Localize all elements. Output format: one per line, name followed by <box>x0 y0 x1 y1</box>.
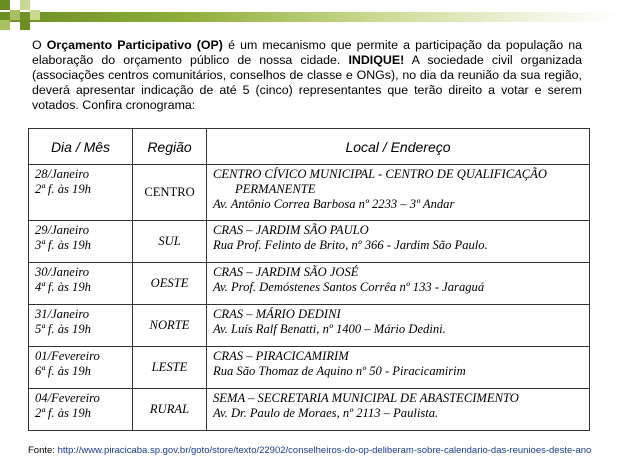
source-link[interactable]: http://www.piracicaba.sp.gov.br/goto/store/texto/22902/conselheiros-do-op-deliberam-sobre-calendario-das-reunioes-deste-ano <box>57 445 592 456</box>
place-name: CENTRO CÍVICO MUNICIPAL - CENTRO DE QUALIFICAÇÃO <box>213 167 547 181</box>
place-cell <box>207 389 590 431</box>
date-day: 31/Janeiro <box>35 307 90 321</box>
intro-article: O <box>32 38 42 52</box>
schedule-table <box>28 128 590 431</box>
place-name: CRAS – JARDIM SÃO PAULO <box>213 223 369 237</box>
date-day: 30/Janeiro <box>35 265 90 279</box>
region-cell: OESTE <box>133 263 207 305</box>
place-name: SEMA – SECRETARIA MUNICIPAL DE ABASTECIMENTO <box>213 391 519 405</box>
place-address: Av. Antônio Correa Barbosa nº 2233 – 3º Andar <box>213 197 455 211</box>
place-name: CRAS – JARDIM SÃO JOSÉ <box>213 265 359 279</box>
decor-square <box>30 10 40 20</box>
table-header-row <box>29 129 590 165</box>
table-row <box>29 305 590 347</box>
intro-paragraph <box>32 38 582 113</box>
date-time: 3ª f. às 19h <box>35 238 91 252</box>
place-cell <box>207 221 590 263</box>
place-name: CRAS – MÁRIO DEDINI <box>213 307 341 321</box>
indique-label: INDIQUE! <box>348 53 405 67</box>
table-row <box>29 263 590 305</box>
region-cell: LESTE <box>133 347 207 389</box>
date-day: 04/Fevereiro <box>35 391 100 405</box>
date-day: 01/Fevereiro <box>35 349 100 363</box>
date-time: 2ª f. às 19h <box>35 182 91 196</box>
table-row <box>29 347 590 389</box>
date-time: 4ª f. às 19h <box>35 280 91 294</box>
place-cell <box>207 165 590 221</box>
region-cell: CENTRO <box>133 165 207 221</box>
date-time: 2ª f. às 19h <box>35 406 91 420</box>
place-name-cont: PERMANENTE <box>235 182 316 196</box>
source-label: Fonte: <box>28 445 55 456</box>
decor-square <box>20 20 30 30</box>
date-time: 5ª f. às 19h <box>35 322 91 336</box>
place-address: Av. Prof. Demóstenes Santos Corrêa nº 133 - Jaraguá <box>213 280 485 294</box>
date-cell <box>29 263 133 305</box>
region-cell: RURAL <box>133 389 207 431</box>
place-cell <box>207 263 590 305</box>
region-cell: NORTE <box>133 305 207 347</box>
date-day: 28/Janeiro <box>35 167 90 181</box>
source-line <box>28 445 620 456</box>
place-cell <box>207 347 590 389</box>
header-region: Região <box>133 129 207 165</box>
date-cell <box>29 165 133 221</box>
decor-square <box>20 0 30 10</box>
place-address: Av. Dr. Paulo de Moraes, nº 2113 – Paulista. <box>213 406 439 420</box>
table-row <box>29 221 590 263</box>
op-term: Orçamento Participativo (OP) <box>46 38 223 52</box>
date-cell <box>29 347 133 389</box>
place-name: CRAS – PIRACICAMIRIM <box>213 349 349 363</box>
date-time: 6ª f. às 19h <box>35 364 91 378</box>
table-row <box>29 165 590 221</box>
decor-square <box>10 10 20 20</box>
place-cell <box>207 305 590 347</box>
header-gradient-bar <box>0 12 620 22</box>
date-day: 29/Janeiro <box>35 223 90 237</box>
intro-text-2: A sociedade civil organizada (associações centros comunitários, conselhos de classe e ONGs), no dia da reunião da sua região, deverá apresentar indicação de até 5 (cinco) representantes que terão direito a votar e serem votados. Confira cronograma: <box>32 53 582 112</box>
header-date: Dia / Mês <box>29 129 133 165</box>
place-address: Rua Prof. Felinto de Brito, nº 366 - Jardim São Paulo. <box>213 238 488 252</box>
date-cell <box>29 305 133 347</box>
date-cell <box>29 221 133 263</box>
intro-text-1: é um mecanismo que permite a participação da população na elaboração do orçamento público de nossa cidade. <box>32 38 582 67</box>
place-address: Rua São Thomaz de Aquino nº 50 - Piracicamirim <box>213 364 466 378</box>
decor-square <box>0 0 10 10</box>
date-cell <box>29 389 133 431</box>
table-row <box>29 389 590 431</box>
header-place: Local / Endereço <box>207 129 590 165</box>
place-address: Av. Luís Ralf Benatti, nº 1400 – Mário Dedini. <box>213 322 446 336</box>
decor-square <box>0 20 10 30</box>
region-cell: SUL <box>133 221 207 263</box>
